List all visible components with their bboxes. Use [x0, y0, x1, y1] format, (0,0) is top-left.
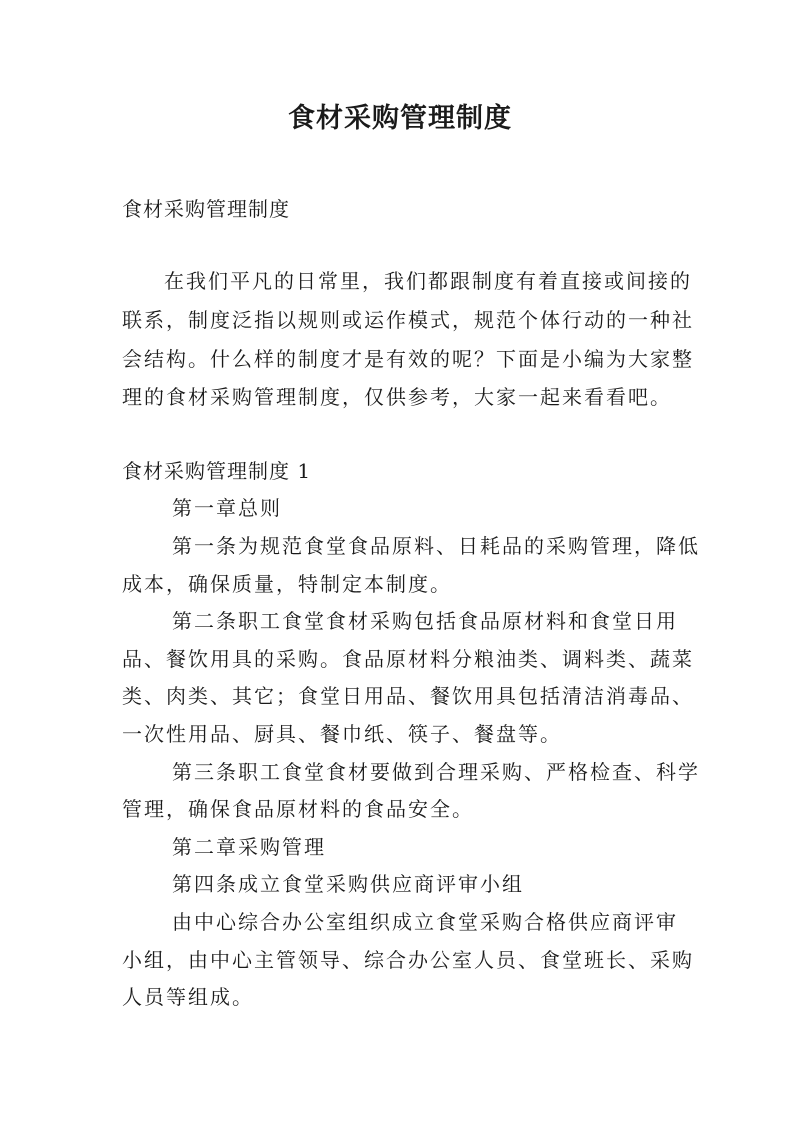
document-subtitle: 食材采购管理制度: [122, 197, 290, 221]
article-heading: 第四条成立食堂采购供应商评审小组: [172, 872, 524, 896]
intro-line: 联系，制度泛指以规则或运作模式，规范个体行动的一种社: [122, 308, 694, 332]
chapter-heading: 第一章总则: [172, 496, 282, 520]
intro-line: 会结构。什么样的制度才是有效的呢？下面是小编为大家整: [122, 347, 694, 371]
chapter-heading: 第二章采购管理: [172, 835, 326, 859]
article-line: 第二条职工食堂食材采购包括食品原材料和食堂日用: [172, 609, 678, 633]
article-line: 由中心综合办公室组织成立食堂采购合格供应商评审: [172, 910, 678, 934]
document-title: 食材采购管理制度: [288, 103, 512, 134]
intro-line: 在我们平凡的日常里，我们都跟制度有着直接或间接的: [164, 269, 692, 293]
article-line: 品、餐饮用具的采购。食品原材料分粮油类、调料类、蔬菜: [122, 647, 694, 671]
article-line: 成本，确保质量，特制定本制度。: [122, 572, 452, 596]
article-line: 管理，确保食品原材料的食品安全。: [122, 797, 474, 821]
article-line: 小组，由中心主管领导、综合办公室人员、食堂班长、采购: [122, 948, 694, 972]
intro-line: 理的食材采购管理制度，仅供参考，大家一起来看看吧。: [122, 385, 672, 409]
article-line: 第一条为规范食堂食品原料、日耗品的采购管理，降低: [172, 534, 700, 558]
section-title: 食材采购管理制度 1: [122, 459, 312, 483]
article-line: 第三条职工食堂食材要做到合理采购、严格检查、科学: [172, 760, 700, 784]
article-line: 类、肉类、其它；食堂日用品、餐饮用具包括清洁消毒品、: [122, 684, 694, 708]
article-line: 人员等组成。: [122, 985, 254, 1009]
article-line: 一次性用品、厨具、餐巾纸、筷子、餐盘等。: [122, 722, 562, 746]
